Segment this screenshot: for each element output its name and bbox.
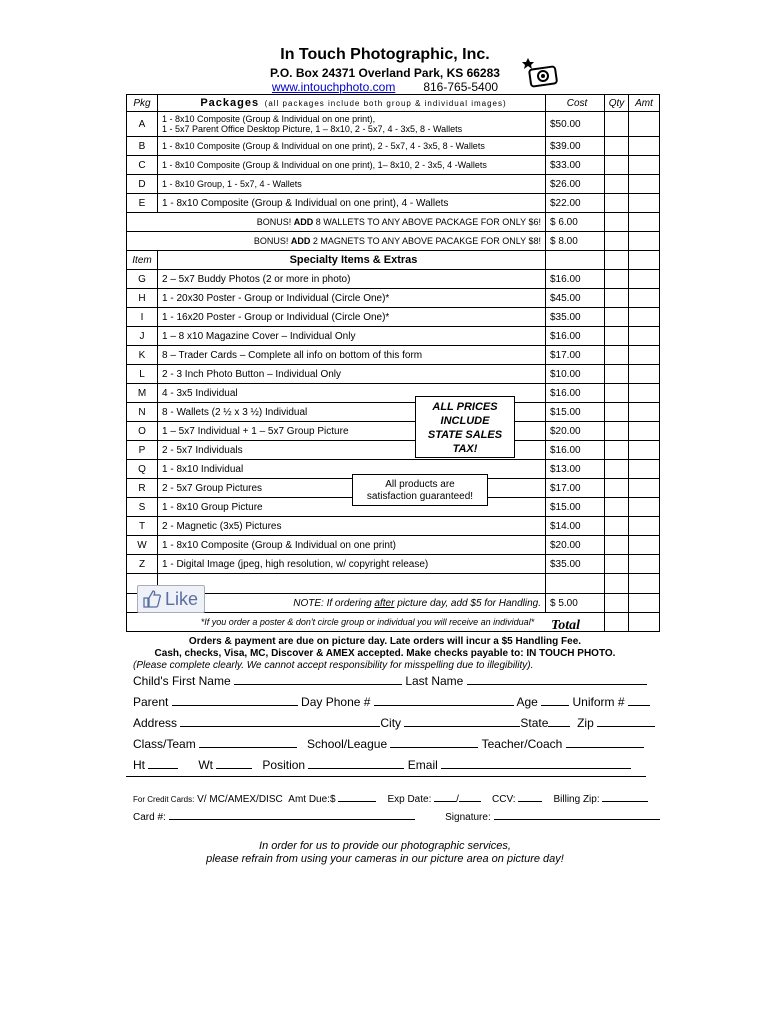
package-description — [158, 112, 546, 137]
qty-cell[interactable] — [605, 232, 629, 251]
day-phone-label: Day Phone # — [301, 695, 371, 709]
qty-cell[interactable] — [605, 441, 629, 460]
item-price: $15.00 — [546, 403, 605, 422]
teacher-coach-label: Teacher/Coach — [481, 737, 563, 751]
wt-field[interactable] — [216, 757, 252, 769]
package-description-line: 1 - 5x7 Parent Office Desktop Picture, 1 – 8x10, 2 - 5x7, 4 - 3x5, 8 - Wallets — [162, 124, 463, 134]
city-field[interactable] — [404, 715, 520, 727]
package-description: 1 - 8x10 Composite (Group & Individual on one print), 1– 8x10, 2 - 3x5, 4 -Wallets — [158, 156, 546, 175]
table-header-row — [127, 95, 660, 112]
bonus-price: $ 6.00 — [546, 213, 605, 232]
item-description: 8 – Trader Cards – Complete all info on bottom of this form — [158, 346, 546, 365]
last-name-field[interactable] — [467, 673, 647, 685]
packages-column-header — [158, 95, 546, 112]
qty-cell[interactable] — [605, 422, 629, 441]
amt-cell[interactable] — [629, 422, 660, 441]
like-button[interactable] — [137, 585, 205, 613]
email-label: Email — [407, 758, 438, 772]
age-field[interactable] — [541, 694, 569, 706]
amt-cell[interactable] — [629, 308, 660, 327]
satisfaction-line: All products are — [385, 479, 455, 490]
bonus-description — [127, 232, 546, 251]
specialty-row-p — [127, 441, 660, 460]
item-code: M — [127, 384, 158, 403]
school-league-field[interactable] — [390, 736, 478, 748]
package-description: 1 - 8x10 Composite (Group & Individual on one print), 4 - Wallets — [158, 194, 546, 213]
package-price: $33.00 — [546, 156, 605, 175]
position-field[interactable] — [308, 757, 404, 769]
package-description: 1 - 8x10 Composite (Group & Individual on one print), 2 - 5x7, 4 - 3x5, 8 - Wallets — [158, 137, 546, 156]
item-code: K — [127, 346, 158, 365]
position-label: Position — [262, 758, 306, 772]
item-code: R — [127, 479, 158, 498]
handling-row — [127, 594, 660, 613]
amt-cell[interactable] — [629, 498, 660, 517]
amt-cell[interactable] — [629, 441, 660, 460]
bonus-row-magnets — [127, 232, 660, 251]
prices-box-line: STATE SALES — [427, 429, 503, 441]
package-row-a — [127, 112, 660, 137]
amt-cell[interactable] — [629, 517, 660, 536]
handling-price: $ 5.00 — [546, 594, 605, 613]
bonus-add: ADD — [290, 236, 311, 246]
amt-cell[interactable] — [629, 289, 660, 308]
amt-column-header: Amt — [629, 95, 660, 112]
total-label: Total — [551, 618, 581, 633]
package-code: E — [127, 194, 158, 213]
pkg-column-header: Pkg — [127, 95, 158, 112]
spacer-row — [127, 574, 660, 594]
zip-field[interactable] — [597, 715, 655, 727]
item-price: $16.00 — [546, 441, 605, 460]
school-league-label: School/League — [307, 737, 388, 751]
qty-cell[interactable] — [605, 594, 629, 613]
specialty-row-o — [127, 422, 660, 441]
qty-cell[interactable] — [605, 156, 629, 175]
item-description: 1 – 5x7 Individual + 1 – 5x7 Group Picture — [158, 422, 546, 441]
item-price: $35.00 — [546, 308, 605, 327]
blank-cell — [546, 251, 605, 270]
package-description: 1 - 8x10 Group, 1 - 5x7, 4 - Wallets — [158, 175, 546, 194]
footer-line-2: please refrain from using your cameras in our picture area on picture day! — [206, 853, 564, 865]
handling-note-text: picture day, add $5 for Handling. — [394, 597, 541, 609]
card-number-field[interactable] — [169, 808, 415, 820]
item-description: 1 - 8x10 Individual — [158, 460, 546, 479]
blank-cell — [546, 574, 605, 594]
prices-box-line: INCLUDE — [440, 415, 490, 427]
camera-icon — [522, 56, 560, 88]
uniform-label: Uniform # — [572, 695, 625, 709]
card-number-line — [133, 808, 660, 823]
payment-methods-line: Cash, checks, Visa, MC, Discover & AMEX accepted. Make checks payable to: IN TOUCH PHOTO. — [154, 648, 616, 659]
specialty-row-g — [127, 270, 660, 289]
amt-cell[interactable] — [629, 594, 660, 613]
package-price: $26.00 — [546, 175, 605, 194]
amt-cell[interactable] — [629, 403, 660, 422]
handling-note-prefix: NOTE: If ordering — [293, 597, 375, 609]
specialty-row-z — [127, 555, 660, 574]
exp-year-field[interactable] — [459, 790, 481, 802]
amt-cell[interactable] — [629, 194, 660, 213]
item-code: P — [127, 441, 158, 460]
item-price: $20.00 — [546, 422, 605, 441]
package-price: $50.00 — [546, 112, 605, 137]
qty-cell[interactable] — [605, 384, 629, 403]
item-description: 1 - 20x30 Poster - Group or Individual (Circle One)* — [158, 289, 546, 308]
amt-due-label: Amt Due:$ — [288, 794, 336, 805]
name-line — [133, 673, 647, 688]
satisfaction-line: satisfaction guaranteed! — [366, 491, 474, 502]
package-row-d — [127, 175, 660, 194]
specialty-row-h — [127, 289, 660, 308]
qty-column-header: Qty — [605, 95, 629, 112]
item-code: O — [127, 422, 158, 441]
parent-field[interactable] — [172, 694, 298, 706]
package-row-c — [127, 156, 660, 175]
city-label: City — [380, 716, 402, 730]
divider — [126, 776, 646, 777]
item-description: 2 - 5x7 Individuals — [158, 441, 546, 460]
ht-label: Ht — [133, 758, 145, 772]
specialty-items — [127, 270, 660, 574]
bonus-add: ADD — [293, 217, 314, 227]
teacher-coach-field[interactable] — [566, 736, 644, 748]
qty-cell[interactable] — [605, 112, 629, 137]
ccv-label: CCV: — [492, 794, 516, 805]
like-label: Like — [165, 588, 199, 609]
bonus-text: 2 MAGNETS TO ANY ABOVE PACAKGE FOR ONLY $8! — [310, 236, 541, 246]
ht-field[interactable] — [148, 757, 178, 769]
blank-cell — [158, 574, 546, 594]
item-price: $17.00 — [546, 479, 605, 498]
package-row-b — [127, 137, 660, 156]
credit-card-label: For Credit Cards: — [133, 795, 195, 804]
first-name-label: Child's First Name — [133, 674, 231, 688]
phone-number: 816-765-5400 — [423, 80, 499, 94]
payment-due-line: Orders & payment are due on picture day. Late orders will incur a $5 Handling Fee. — [188, 636, 582, 647]
item-price: $15.00 — [546, 498, 605, 517]
address-label: Address — [133, 716, 178, 730]
qty-cell[interactable] — [605, 327, 629, 346]
credit-card-line: For Credit Cards: V/ MC/AMEX/DISC Amt Due:$ Exp Date: / CCV: Billing Zip: — [133, 790, 648, 805]
amt-cell[interactable] — [629, 555, 660, 574]
item-description: 4 - 3x5 Individual — [158, 384, 546, 403]
package-description-line: 1 - 8x10 Composite (Group & Individual on one print), — [162, 114, 376, 124]
item-description: 8 - Wallets (2 ½ x 3 ½) Individual — [158, 403, 546, 422]
uniform-field[interactable] — [628, 694, 650, 706]
last-name-label: Last Name — [405, 674, 464, 688]
blank-cell — [629, 574, 660, 594]
bonus-prefix: BONUS! — [256, 217, 294, 227]
package-price: $39.00 — [546, 137, 605, 156]
qty-cell[interactable] — [605, 555, 629, 574]
item-price: $35.00 — [546, 555, 605, 574]
billing-zip-label: Billing Zip: — [553, 794, 600, 805]
bonus-text: 8 WALLETS TO ANY ABOVE PACKAGE FOR ONLY $6! — [313, 217, 541, 227]
bonus-price: $ 8.00 — [546, 232, 605, 251]
item-code: I — [127, 308, 158, 327]
website-link[interactable]: www.intouchphoto.com — [271, 80, 396, 94]
poster-note: *If you order a poster & don't circle group or individual you will receive an individual* — [127, 613, 605, 632]
bonus-prefix: BONUS! — [253, 236, 291, 246]
item-price: $16.00 — [546, 384, 605, 403]
footer-line-1: In order for us to provide our photographic services, — [259, 840, 511, 852]
price-table — [126, 94, 660, 632]
qty-cell[interactable] — [605, 536, 629, 555]
amt-cell[interactable] — [629, 175, 660, 194]
state-label: State — [520, 716, 549, 730]
item-code: Z — [127, 555, 158, 574]
qty-cell[interactable] — [605, 175, 629, 194]
address-line — [133, 715, 655, 730]
first-name-field[interactable] — [234, 673, 402, 685]
item-code: S — [127, 498, 158, 517]
bonus-description — [127, 213, 546, 232]
day-phone-field[interactable] — [374, 694, 514, 706]
specialty-row-k — [127, 346, 660, 365]
item-code: G — [127, 270, 158, 289]
blank-cell — [605, 574, 629, 594]
item-price: $10.00 — [546, 365, 605, 384]
ccv-field[interactable] — [518, 790, 542, 802]
prices-box-line: ALL PRICES — [432, 401, 498, 413]
amt-cell[interactable] — [629, 365, 660, 384]
zip-label: Zip — [577, 716, 594, 730]
item-price: $20.00 — [546, 536, 605, 555]
amt-cell[interactable] — [629, 156, 660, 175]
amt-cell[interactable] — [629, 213, 660, 232]
package-code: D — [127, 175, 158, 194]
amt-cell[interactable] — [629, 327, 660, 346]
age-label: Age — [516, 695, 538, 709]
packages-note: (all packages include both group & individual images) — [264, 99, 507, 108]
item-price: $16.00 — [546, 270, 605, 289]
amt-cell[interactable] — [629, 112, 660, 137]
item-description: 1 - 16x20 Poster - Group or Individual (Circle One)* — [158, 308, 546, 327]
qty-cell[interactable] — [605, 194, 629, 213]
item-code: N — [127, 403, 158, 422]
parent-line — [133, 694, 650, 709]
email-field[interactable] — [441, 757, 631, 769]
qty-cell[interactable] — [605, 479, 629, 498]
state-field[interactable] — [548, 715, 570, 727]
qty-cell[interactable] — [605, 403, 629, 422]
item-description: 2 - 5x7 Group Pictures — [158, 479, 546, 498]
amt-cell[interactable] — [629, 536, 660, 555]
item-price: $14.00 — [546, 517, 605, 536]
billing-zip-field[interactable] — [602, 790, 648, 802]
item-column-header: Item — [127, 251, 158, 270]
package-code: B — [127, 137, 158, 156]
prices-include-tax-box — [415, 396, 515, 458]
specialty-header-row — [127, 251, 660, 270]
blank-cell — [629, 251, 660, 270]
item-description: 1 - Digital Image (jpeg, high resolution, w/ copyright release) — [158, 555, 546, 574]
blank-cell — [605, 251, 629, 270]
specialty-row-m — [127, 384, 660, 403]
item-description: 1 - 8x10 Group Picture — [158, 498, 546, 517]
package-code: A — [127, 112, 158, 137]
legibility-disclaimer: (Please complete clearly. We cannot accept responsibility for misspelling due to illegibility). — [133, 660, 534, 671]
amt-cell[interactable] — [629, 270, 660, 289]
bonus-row-wallets — [127, 213, 660, 232]
blank-cell — [605, 613, 629, 632]
item-code: J — [127, 327, 158, 346]
qty-cell[interactable] — [605, 365, 629, 384]
package-row-e — [127, 194, 660, 213]
company-address: P.O. Box 24371 Overland Park, KS 66283 — [270, 66, 500, 80]
signature-label: Signature: — [445, 812, 491, 823]
item-code: T — [127, 517, 158, 536]
signature-field[interactable] — [494, 808, 660, 820]
specialty-title: Specialty Items & Extras — [158, 251, 546, 270]
amt-cell[interactable] — [629, 384, 660, 403]
amt-cell[interactable] — [629, 137, 660, 156]
qty-cell[interactable] — [605, 289, 629, 308]
item-price: $13.00 — [546, 460, 605, 479]
item-code: L — [127, 365, 158, 384]
address-field[interactable] — [180, 715, 380, 727]
item-description: 2 - Magnetic (3x5) Pictures — [158, 517, 546, 536]
qty-cell[interactable] — [605, 346, 629, 365]
specialty-row-n — [127, 403, 660, 422]
amt-cell[interactable] — [629, 346, 660, 365]
item-description: 1 – 8 x10 Magazine Cover – Individual Only — [158, 327, 546, 346]
package-price: $22.00 — [546, 194, 605, 213]
item-description: 1 - 8x10 Composite (Group & Individual on one print) — [158, 536, 546, 555]
item-description: 2 - 3 Inch Photo Button – Individual Only — [158, 365, 546, 384]
specialty-row-w — [127, 536, 660, 555]
exp-date-label: Exp Date: — [387, 794, 432, 805]
thumbs-up-icon — [142, 590, 162, 608]
qty-cell[interactable] — [605, 460, 629, 479]
item-description: 2 – 5x7 Buddy Photos (2 or more in photo) — [158, 270, 546, 289]
handling-note-after: after — [374, 597, 395, 609]
item-price: $17.00 — [546, 346, 605, 365]
amt-due-field[interactable] — [338, 790, 376, 802]
amt-cell[interactable] — [629, 460, 660, 479]
card-types: V/ MC/AMEX/DISC — [194, 794, 283, 805]
package-code: C — [127, 156, 158, 175]
qty-cell[interactable] — [605, 517, 629, 536]
qty-cell[interactable] — [605, 270, 629, 289]
item-code: Q — [127, 460, 158, 479]
item-price: $16.00 — [546, 327, 605, 346]
qty-cell[interactable] — [605, 137, 629, 156]
packages-title: Packages — [200, 97, 260, 109]
qty-cell[interactable] — [605, 308, 629, 327]
amt-cell[interactable] — [629, 232, 660, 251]
item-code: H — [127, 289, 158, 308]
class-line — [133, 736, 644, 751]
cost-column-header: Cost — [546, 95, 605, 112]
company-name: In Touch Photographic, Inc. — [280, 46, 490, 63]
stats-line — [133, 757, 631, 772]
amt-cell[interactable] — [629, 479, 660, 498]
specialty-row-j — [127, 327, 660, 346]
item-price: $45.00 — [546, 289, 605, 308]
card-number-label: Card #: — [133, 812, 166, 823]
specialty-row-t — [127, 517, 660, 536]
exp-month-field[interactable] — [434, 790, 456, 802]
item-code: W — [127, 536, 158, 555]
parent-label: Parent — [133, 695, 169, 709]
prices-box-line: TAX! — [452, 443, 478, 455]
class-team-field[interactable] — [199, 736, 297, 748]
qty-cell[interactable] — [605, 213, 629, 232]
wt-label: Wt — [198, 758, 214, 772]
qty-cell[interactable] — [605, 498, 629, 517]
class-team-label: Class/Team — [133, 737, 196, 751]
satisfaction-box — [352, 474, 488, 506]
total-cell[interactable] — [629, 613, 660, 632]
contact-line — [0, 80, 770, 94]
specialty-row-l — [127, 365, 660, 384]
specialty-row-i — [127, 308, 660, 327]
